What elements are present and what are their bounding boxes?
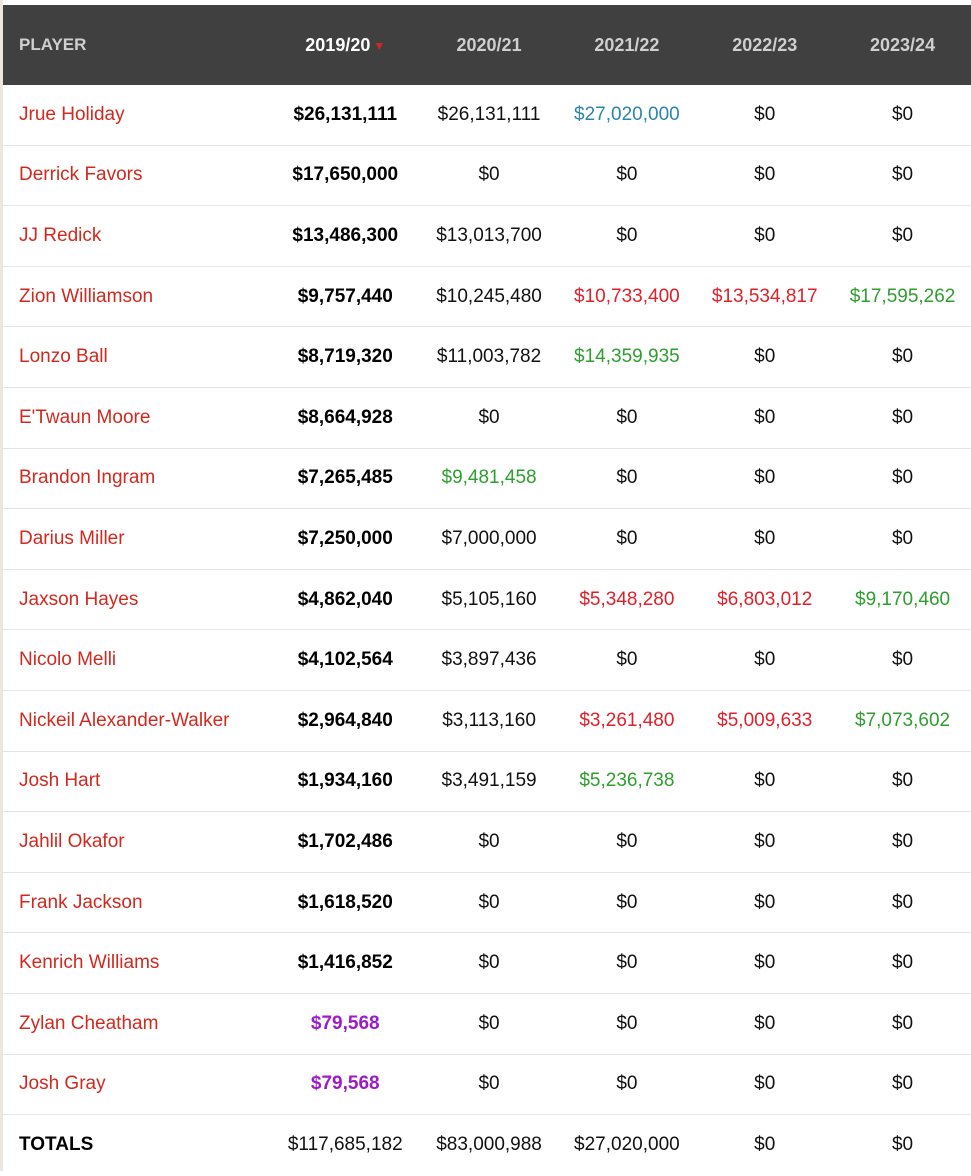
player-name-link[interactable]: Darius Miller (19, 527, 125, 549)
salary-cell: $0 (754, 103, 776, 125)
totals-value: $0 (891, 1134, 914, 1156)
salary-cell: $0 (616, 406, 638, 428)
salary-cell: $8,664,928 (297, 406, 393, 428)
salary-cell: $7,000,000 (441, 527, 537, 549)
table-header (3, 5, 971, 85)
salary-cell: $0 (891, 770, 914, 792)
totals-value: $117,685,182 (287, 1134, 403, 1156)
table-body (3, 85, 971, 1115)
totals-row (3, 1115, 971, 1176)
table-row (3, 570, 971, 631)
salary-cell: $0 (891, 1073, 914, 1095)
salary-cell: $3,113,160 (442, 709, 536, 731)
table-row (3, 630, 971, 691)
salary-cell: $7,265,485 (297, 467, 393, 489)
salary-cell: $0 (891, 527, 914, 549)
salary-cell: $0 (616, 527, 638, 549)
totals-value: $83,000,988 (436, 1134, 542, 1156)
salary-cell: $5,009,633 (717, 709, 813, 731)
sort-down-icon: ▼ (373, 38, 386, 53)
salary-cell: $0 (754, 1073, 776, 1095)
salary-cell: $0 (616, 891, 638, 913)
salary-cell: $1,416,852 (297, 952, 393, 974)
salary-cell: $0 (478, 1012, 500, 1034)
salary-cell: $17,650,000 (292, 164, 399, 186)
player-name-link[interactable]: Frank Jackson (19, 891, 143, 913)
player-name-link[interactable]: Jahlil Okafor (19, 830, 125, 852)
player-name-link[interactable]: Jaxson Hayes (19, 588, 139, 610)
salary-cell: $13,534,817 (711, 285, 818, 307)
table-row (3, 85, 971, 146)
salary-cell: $0 (891, 952, 914, 974)
salary-cell: $0 (478, 830, 500, 852)
header-season-2020-21[interactable]: 2020/21 (456, 34, 522, 55)
table-row (3, 267, 971, 328)
salary-cell: $0 (754, 467, 776, 489)
salary-cell: $0 (891, 649, 914, 671)
salary-cell: $5,105,160 (441, 588, 537, 610)
table-row (3, 691, 971, 752)
salary-cell: $3,897,436 (441, 649, 537, 671)
salary-cell: $17,595,262 (849, 285, 956, 307)
salary-cell: $0 (891, 467, 914, 489)
player-name-link[interactable]: Josh Hart (19, 770, 101, 792)
salary-cell: $79,568 (310, 1012, 380, 1034)
salary-cell: $0 (478, 406, 500, 428)
player-name-link[interactable]: Derrick Favors (19, 164, 143, 186)
salary-cell: $9,170,460 (855, 588, 951, 610)
totals-value: $0 (754, 1134, 776, 1156)
salary-cell: $0 (754, 952, 776, 974)
salary-cell: $27,020,000 (574, 103, 680, 125)
table-row (3, 449, 971, 510)
header-season-label: 2019/20 (305, 34, 371, 55)
header-season-2022-23[interactable]: 2022/23 (732, 34, 798, 55)
salary-cell: $3,261,480 (579, 709, 675, 731)
table-row (3, 812, 971, 873)
salary-cell: $0 (616, 649, 638, 671)
totals-label: TOTALS (19, 1134, 94, 1156)
salary-cell: $0 (754, 1012, 776, 1034)
salary-cell: $4,862,040 (297, 588, 393, 610)
salary-cell: $0 (891, 406, 914, 428)
salary-cell: $0 (754, 527, 776, 549)
player-name-link[interactable]: Lonzo Ball (19, 346, 108, 368)
salary-cell: $0 (891, 103, 914, 125)
salary-cell: $13,013,700 (436, 224, 542, 246)
table-row (3, 994, 971, 1055)
salary-cell: $3,491,159 (441, 770, 537, 792)
salary-cell: $0 (891, 164, 914, 186)
salary-cell: $0 (616, 164, 638, 186)
salary-cell: $4,102,564 (297, 649, 393, 671)
salary-cell: $0 (616, 830, 638, 852)
salary-cell: $0 (616, 467, 638, 489)
salary-cell: $0 (891, 830, 914, 852)
player-name-link[interactable]: JJ Redick (19, 224, 102, 246)
salary-cell: $5,348,280 (579, 588, 675, 610)
player-name-link[interactable]: Nicolo Melli (19, 649, 117, 671)
table-row (3, 146, 971, 207)
totals-value: $27,020,000 (574, 1134, 680, 1156)
player-name-link[interactable]: E'Twaun Moore (19, 406, 151, 428)
table-row (3, 327, 971, 388)
salary-cell: $0 (616, 1012, 638, 1034)
salary-cell: $10,733,400 (574, 285, 680, 307)
salary-cell: $7,250,000 (297, 527, 393, 549)
header-season-2023-24[interactable]: 2023/24 (870, 34, 936, 55)
salary-cell: $0 (891, 1012, 914, 1034)
player-name-link[interactable]: Brandon Ingram (19, 467, 156, 489)
salary-cell: $1,618,520 (297, 891, 393, 913)
salary-cell: $6,803,012 (717, 588, 813, 610)
salary-cell: $1,934,160 (297, 770, 393, 792)
salary-cell: $0 (616, 224, 638, 246)
table-row (3, 752, 971, 813)
salary-cell: $0 (754, 224, 776, 246)
salary-cell: $5,236,738 (579, 770, 675, 792)
salary-cell: $7,073,602 (855, 709, 951, 731)
salary-cell: $9,757,440 (297, 285, 393, 307)
salary-cell: $0 (478, 164, 500, 186)
salary-cell: $0 (754, 830, 776, 852)
header-season-2019-20[interactable] (271, 35, 420, 56)
player-name-link[interactable]: Jrue Holiday (19, 103, 125, 125)
header-season-2021-22[interactable]: 2021/22 (594, 34, 660, 55)
player-name-link[interactable]: Zylan Cheatham (19, 1012, 159, 1034)
salary-cell: $0 (616, 1073, 638, 1095)
table-row (3, 509, 971, 570)
table-row (3, 1055, 971, 1116)
salary-cell: $0 (891, 346, 914, 368)
salary-cell: $79,568 (310, 1073, 380, 1095)
salary-cell: $0 (754, 891, 776, 913)
player-name-link[interactable]: Nickeil Alexander-Walker (19, 709, 230, 731)
salary-cell: $0 (754, 406, 776, 428)
salary-cell: $0 (891, 224, 914, 246)
salary-cell: $0 (891, 891, 914, 913)
salary-cell: $26,131,111 (293, 103, 398, 125)
salary-cell: $1,702,486 (297, 830, 393, 852)
salary-cell: $8,719,320 (297, 346, 393, 368)
salary-cell: $0 (754, 164, 776, 186)
salary-cell: $13,486,300 (292, 224, 399, 246)
table-row (3, 388, 971, 449)
salary-cell: $0 (478, 952, 500, 974)
salary-cell: $2,964,840 (297, 709, 393, 731)
player-name-link[interactable]: Zion Williamson (19, 285, 154, 307)
salary-cell: $0 (478, 1073, 500, 1095)
player-name-link[interactable]: Josh Gray (19, 1073, 106, 1095)
salary-cell: $0 (754, 770, 776, 792)
table-row (3, 873, 971, 934)
salary-cell: $9,481,458 (441, 467, 537, 489)
player-name-link[interactable]: Kenrich Williams (19, 952, 160, 974)
salary-cell: $0 (754, 649, 776, 671)
salary-cell: $0 (754, 346, 776, 368)
table-row (3, 206, 971, 267)
table-row (3, 933, 971, 994)
salary-cell: $0 (616, 952, 638, 974)
salary-cell: $26,131,111 (437, 103, 541, 125)
salary-cell: $10,245,480 (436, 285, 542, 307)
salary-cell: $14,359,935 (574, 346, 680, 368)
header-player[interactable]: PLAYER (19, 35, 87, 54)
salary-table (3, 5, 971, 1176)
salary-cell: $11,003,782 (436, 346, 542, 368)
salary-cell: $0 (478, 891, 500, 913)
